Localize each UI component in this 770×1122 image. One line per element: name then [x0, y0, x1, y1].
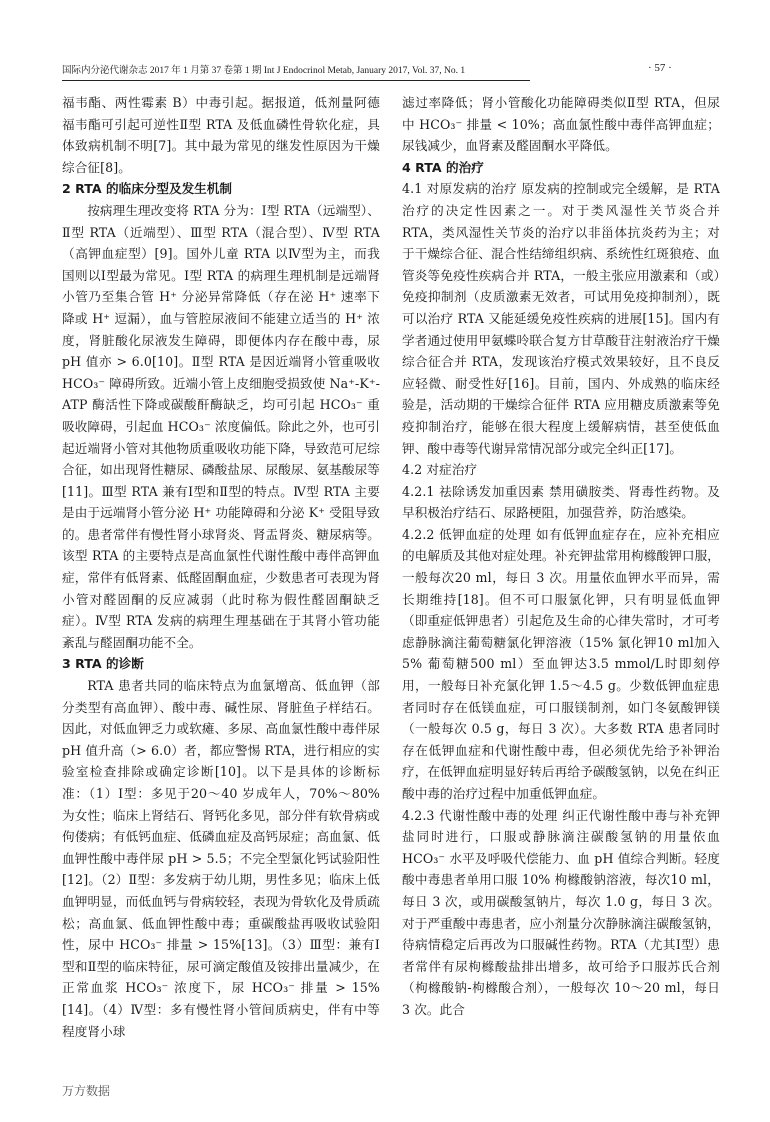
section-heading: 4 RTA 的治疗	[402, 159, 484, 175]
paragraph: 4.2.1 祛除诱发加重因素 禁用磺胺类、肾毒性药物。及早积极治疗结石、尿路梗阻，加强营养，防治感染。	[402, 483, 720, 521]
header-rule	[62, 80, 530, 81]
source-watermark: 万方数据	[62, 1084, 111, 1098]
left-column	[62, 92, 380, 1062]
subsection-heading: 4.2 对症治疗	[402, 462, 478, 478]
paragraph: 滤过率降低；肾小管酸化功能障碍类似Ⅱ型 RTA，但尿中 HCO₃⁻ 排量 < 10%；高血氯性酸中毒伴高钾血症；尿钱减少，血肾素及醛固酮水平降低。	[402, 95, 720, 154]
right-column	[402, 92, 720, 1062]
page-number: · 57 ·	[648, 62, 672, 74]
section-heading: 3 RTA 的诊断	[62, 656, 144, 672]
paragraph: 按病理生理改变将 RTA 分为：Ⅰ型 RTA（远端型）、Ⅱ型 RTA（近端型）、Ⅲ型 RTA（混合型）、Ⅳ型 RTA（高钾血症型）[9]。国外儿童 RTA 以Ⅳ型为主，而我国则以Ⅰ型最为常见。Ⅰ型 RTA 的病理生理机制是远端肾小管乃至集合管 H⁺ 分泌异常降低（存在泌 H⁺ 速率下降或 H⁺ 逗漏），血与管腔尿液间不能建立适当的 H⁺ 浓度，肾脏酸化尿液发生障碍，即便体内存在酸中毒，尿 pH 值亦 > 6.0[10]。Ⅱ型 RTA 是因近端肾小管重吸收 HCO₃⁻ 障碍所致。近端小管上皮细胞受损致使 Na⁺-K⁺-ATP 酶活性下降或碳酸酐酶缺乏，均可引起 HCO₃⁻ 重吸收障碍，引起血 HCO₃⁻ 浓度偏低。除此之外，也可引起近端肾小管对其他物质重吸收功能下降，导致范可尼综合征，如出现肾性糖尿、磷酸盐尿、尿酸尿、氨基酸尿等[11]。Ⅲ型 RTA 兼有Ⅰ型和Ⅱ型的特点。Ⅳ型 RTA 主要是由于远端肾小管分泌 H⁺ 功能障碍和分泌 K⁺ 受阻导致的。患者常伴有慢性肾小球肾炎、肾盂肾炎、糖尿病等。该型 RTA 的主要特点是高血氯性代谢性酸中毒伴高钾血症，常伴有低肾素、低醛固酮血症，少数患者可表现为肾小管对醛固酮的反应减弱（此时称为假性醛固酮缺乏症）。Ⅳ型 RTA 发病的病理生理基础在于其肾小管功能紊乱与醛固酮功能不全。	[62, 202, 380, 650]
paragraph: RTA 患者共同的临床特点为血氯增高、低血钾（部分类型有高血钾）、酸中毒、碱性尿、肾脏鱼子样结石。因此，对低血钾乏力或软瘫、多尿、高血氯性酸中毒伴尿 pH 值升高（> 6.0）者，都应警惕 RTA，进行相应的实验室检查排除或确定诊断[10]。以下是具体的诊断标准：（1）Ⅰ型：多见于20～40 岁成年人，70%～80% 为女性；临床上肾结石、肾钙化多见，部分伴有软骨病或佝偻病；有低钙血症、低磷血症及高钙尿症；高血氯、低血钾性酸中毒伴尿 pH > 5.5；不完全型氯化钙试验阳性[12]。（2）Ⅱ型：多发病于幼儿期，男性多见；临床上低血钾明显，而低血钙与骨病较轻，表现为骨软化及骨质疏松；高血氯、低血钾性酸中毒；重碳酸盐再吸收试验阳性，尿中 HCO₃⁻ 排量 > 15%[13]。（3）Ⅲ型：兼有Ⅰ型和Ⅱ型的临床特征，尿可滴定酸值及铵排出量减少，在正常血浆 HCO₃⁻ 浓度下，尿 HCO₃⁻ 排量 > 15%[14]。（4）Ⅳ型：多有慢性肾小管间质病史，伴有中等程度肾小球	[62, 678, 380, 1039]
running-head: 国际内分泌代谢杂志 2017 年 1 月第 37 卷第 1 期 Int J Endocrinol Metab, January 2017, Vol. 37, No. 1	[62, 66, 466, 76]
paragraph: 4.1 对原发病的治疗 原发病的控制或完全缓解，是 RTA 治疗的决定性因素之一。对于类风湿性关节炎合并 RTA，类风湿性关节炎的治疗以非甾体抗炎药为主；对于干燥综合征、混合性结缔组织病、系统性红斑狼疮、血管炎等免疫性疾病合并 RTA，一般主张应用激素和（或）免疫抑制剂（皮质激素无效者，可试用免疫抑制剂），既可以治疗 RTA 又能延缓免疫性疾病的进展[15]。国内有学者通过使用甲氨蝶呤联合复方甘草酸苷注射液治疗干燥综合征合并 RTA，发现该治疗模式效果较好，且不良反应轻微、耐受性好[16]。目前，国内、外成熟的临床经验是，活动期的干燥综合征伴 RTA 应用糖皮质激素等免疫抑制治疗，能够在很大程度上缓解病情，甚至使低血钾、酸中毒等代谢异常情况部分或完全纠正[17]。	[402, 181, 720, 456]
paragraph: 4.2.2 低钾血症的处理 如有低钾血症存在，应补充相应的电解质及其他对症处理。补充钾盐常用枸橼酸钾口服，一般每次20 ml，每日 3 次。用量依血钾水平而异，需长期维持[18]。但不可口服氯化钾，只有明显低血钾（即重症低钾患者）引起危及生命的心律失常时，才可考虑静脉滴注葡萄糖氯化钾溶液（15% 氯化钾10 ml加入5% 葡萄糖500 ml）至血钾达3.5 mmol/L时即刻停用，一般每日补充氯化钾 1.5～4.5 g。少数低钾血症患者同时存在低镁血症，可口服镁制剂，如门冬氨酸钾镁（一般每次 0.5 g，每日 3 次）。大多数 RTA 患者同时存在低钾血症和代谢性酸中毒，但必须优先给予补钾治疗，在低钾血症明显好转后再给予碳酸氢钠，以免在纠正酸中毒的治疗过程中加重低钾血症。	[402, 526, 720, 801]
paragraph: 福韦酯、两性霉素 B）中毒引起。据报道，低剂量阿德福韦酯可引起可逆性Ⅱ型 RTA 及低血磷性骨软化症，具体致病机制不明[7]。其中最为常见的继发性原因为干燥综合征[8]。	[62, 95, 380, 175]
paragraph: 4.2.3 代谢性酸中毒的处理 纠正代谢性酸中毒与补充钾盐同时进行，口服或静脉滴注碳酸氢钠的用量依血 HCO₃⁻ 水平及呼吸代偿能力、血 pH 值综合判断。轻度酸中毒患者单用口服 10% 枸橼酸钠溶液，每次10 ml，每日 3 次，或用碳酸氢钠片，每次 1.0 g，每日 3 次。对于严重酸中毒患者，应小剂量分次静脉滴注碳酸氢钠，待病情稳定后再改为口服碱性药物。RTA（尤其Ⅰ型）患者常伴有尿枸橼酸盐排出增多，故可给予口服苏氏合剂（枸橼酸钠-枸橼酸合剂），一般每次 10～20 ml，每日 3 次。此合	[402, 807, 720, 1017]
section-heading: 2 RTA 的临床分型及发生机制	[62, 181, 232, 197]
